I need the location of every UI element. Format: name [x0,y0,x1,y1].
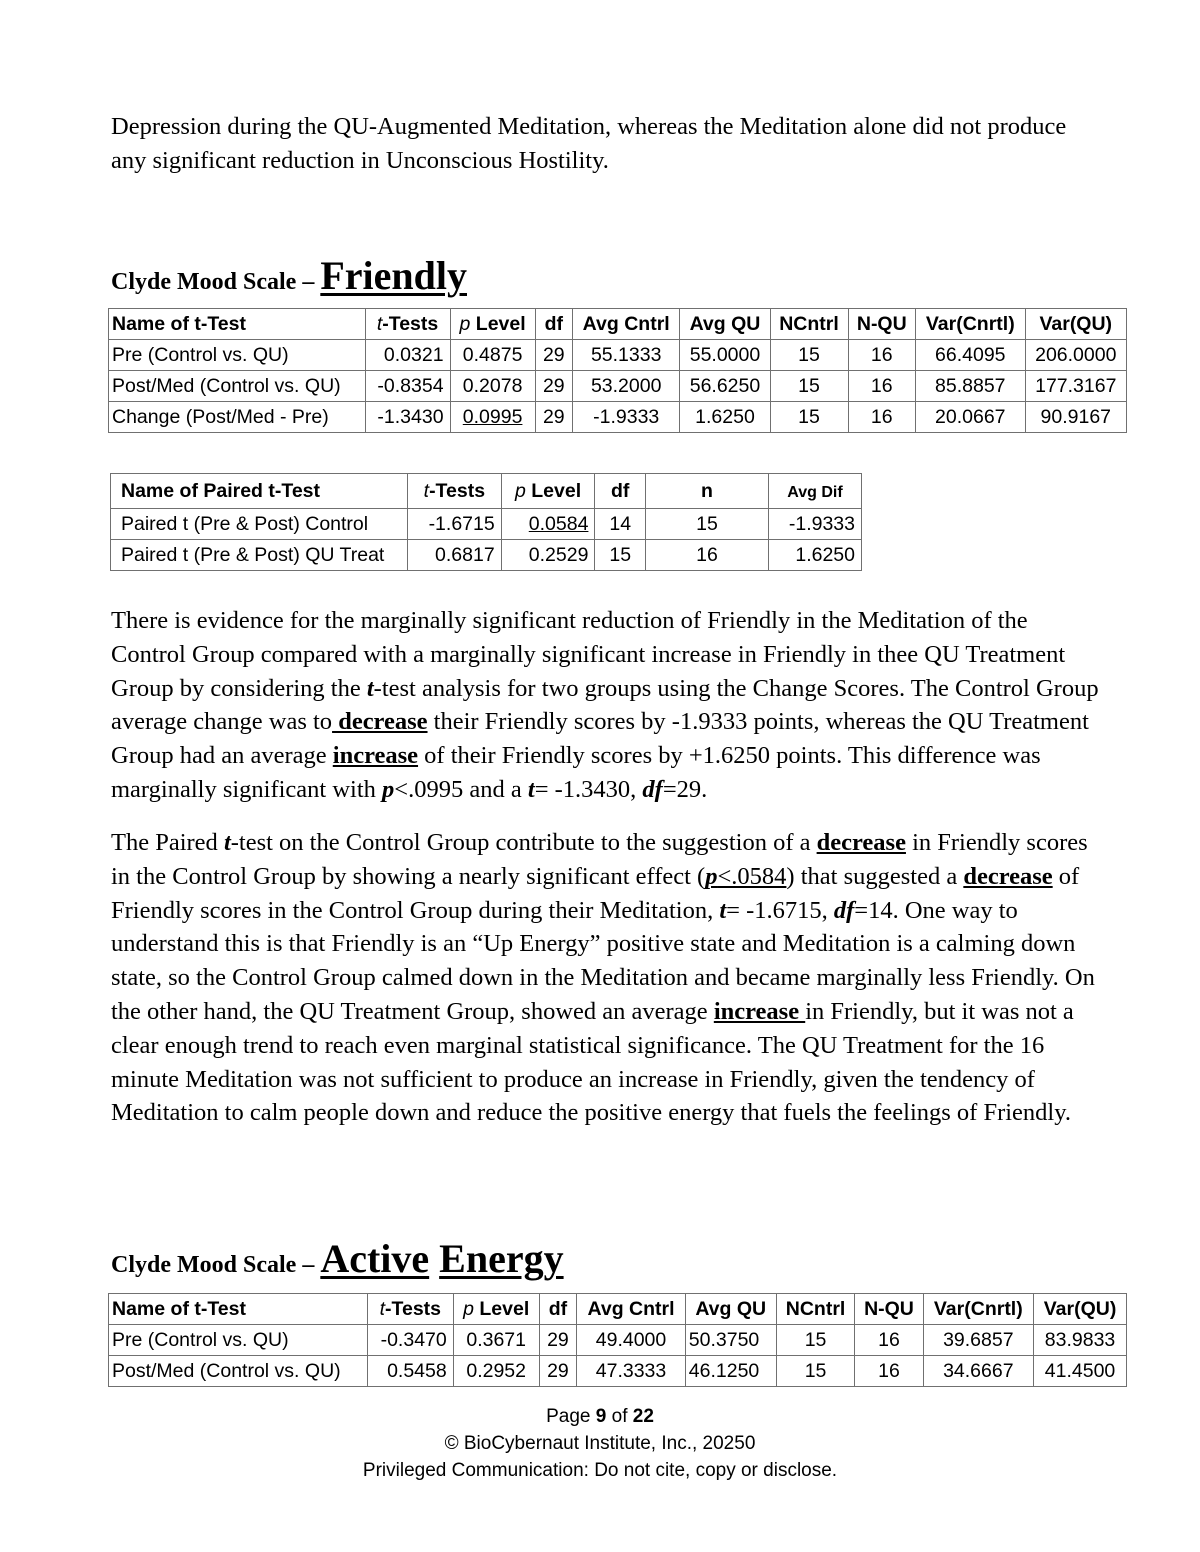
cell-ncntrl: 15 [770,402,848,433]
cell-name: Change (Post/Med - Pre) [109,402,366,433]
col-var-cntrl: Var(Cnrtl) [916,309,1025,340]
cell-var-cntrl: 34.6667 [923,1356,1034,1387]
cell-avg-cntrl: 55.1333 [572,340,680,371]
col-ncntrl: NCntrl [770,309,848,340]
cell-t: 0.6817 [408,540,502,571]
col-var-qu: Var(QU) [1025,309,1126,340]
cell-avg-cntrl: 47.3333 [577,1356,686,1387]
cell-var-cntrl: 39.6857 [923,1325,1034,1356]
col-avg-cntrl: Avg Cntrl [577,1294,686,1325]
cell-var-qu: 206.0000 [1025,340,1126,371]
col-var-cntrl: Var(Cnrtl) [923,1294,1034,1325]
emphasis-decrease: decrease [963,862,1053,890]
col-avg-cntrl: Avg Cntrl [572,309,680,340]
table-row [109,371,1127,402]
friendly-analysis-paragraph-1: There is evidence for the marginally significant reduction of Friendly in the Meditation of the Control Group compared with a marginally significant increase in Friendly in thee QU Treatment Group by considering the t-test analysis for two groups using the Change Scores. The Control Group average change was to decrease their Friendly scores by -1.9333 points, whereas the QU Treatment Group had an average increase of their Friendly scores by +1.6250 points. This difference was marginally significant with p<.0995 and a t= -1.3430, df=29. [111,607,1099,803]
cell-df: 29 [535,402,572,433]
table-row [109,402,1127,433]
col-var-qu: Var(QU) [1034,1294,1127,1325]
col-t-tests: t-Tests [367,1294,453,1325]
cell-ncntrl: 15 [776,1356,855,1387]
cell-df: 14 [595,509,646,540]
col-name-of-paired-t-test: Name of Paired t-Test [111,474,408,509]
cell-var-qu: 90.9167 [1025,402,1126,433]
cell-df: 29 [539,1325,577,1356]
cell-ncntrl: 15 [770,340,848,371]
t-symbol: t [366,674,374,702]
cell-t: -0.8354 [365,371,450,402]
col-avg-qu: Avg QU [680,309,770,340]
heading-word-energy: Energy [439,1236,564,1281]
cell-p-highlighted: 0.0584 [501,509,595,540]
heading-prefix: Clyde Mood Scale – [111,269,321,295]
cell-avg-cntrl: 53.2000 [572,371,680,402]
privileged-notice: Privileged Communication: Do not cite, copy or disclose. [362,1460,838,1481]
cell-var-qu: 83.9833 [1034,1325,1127,1356]
cell-p: 0.2529 [501,540,595,571]
cell-n-qu: 16 [848,402,916,433]
cell-df: 29 [539,1356,577,1387]
active-energy-t-test-table [108,1293,1127,1387]
friendly-section-heading [111,252,467,299]
col-p-level: p Level [450,309,535,340]
cell-df: 15 [595,540,646,571]
cell-avg-qu: 56.6250 [680,371,770,402]
table-header-row [109,309,1127,340]
col-name-of-t-test: Name of t-Test [109,1294,368,1325]
heading-word-active: Active [320,1236,430,1281]
cell-t: 0.5458 [367,1356,453,1387]
cell-avg-qu: 1.6250 [680,402,770,433]
cell-avg-dif: -1.9333 [769,509,862,540]
col-p-level: p Level [453,1294,539,1325]
cell-var-cntrl: 66.4095 [916,340,1025,371]
emphasis-increase: increase [713,997,806,1025]
cell-n: 15 [646,509,769,540]
emphasis-increase: increase [332,742,419,770]
col-name-of-t-test: Name of t-Test [109,309,366,340]
cell-df: 29 [535,340,572,371]
cell-t: 0.0321 [365,340,450,371]
df-symbol: df [833,896,855,924]
copyright-notice: © BioCybernaut Institute, Inc., 20250 [444,1433,756,1454]
page-number: Page 9 of 22 [546,1406,654,1427]
col-p-level: p Level [501,474,595,509]
cell-name: Post/Med (Control vs. QU) [109,1356,368,1387]
cell-t: -0.3470 [367,1325,453,1356]
col-avg-dif: Avg Dif [769,474,862,509]
cell-avg-qu: 55.0000 [680,340,770,371]
friendly-paired-t-test-table [110,473,862,571]
heading-title: Friendly [320,253,467,298]
cell-ncntrl: 15 [776,1325,855,1356]
cell-name: Paired t (Pre & Post) Control [111,509,408,540]
col-df: df [595,474,646,509]
table-header-row [109,1294,1127,1325]
cell-t: -1.3430 [365,402,450,433]
active-energy-section-heading [111,1235,564,1282]
cell-p: 0.2952 [453,1356,539,1387]
col-ncntrl: NCntrl [776,1294,855,1325]
p-value: <.0584 [717,862,787,890]
p-symbol: p [382,775,395,803]
cell-n: 16 [646,540,769,571]
cell-t: -1.6715 [408,509,502,540]
cell-p: 0.4875 [450,340,535,371]
col-n: n [646,474,769,509]
cell-n-qu: 16 [855,1325,923,1356]
intro-paragraph: Depression during the QU-Augmented Meditation, whereas the Meditation alone did not produce any significant reduction in Unconscious Hostility. [111,113,1067,174]
t-symbol: t [719,896,727,924]
t-symbol: t [223,829,231,856]
col-avg-qu: Avg QU [685,1294,776,1325]
friendly-analysis-paragraph-2: The Paired t-test on the Control Group contribute to the suggestion of a decrease in Friendly scores in the Control Group by showing a nearly significant effect (p<.0584) that suggested a decrease of Friendly scores in the Control Group during their Meditation, t= -1.6715, df=14. One way to understand this is that Friendly is an “Up Energy” positive state and Meditation is a calming down state, so the Control Group calmed down in the Meditation and became marginally less Friendly. On the other hand, the QU Treatment Group, showed an average increase in Friendly, but it was not a clear enough trend to reach even marginal statistical significance. The QU Treatment for the 16 minute Meditation was not sufficient to produce an increase in Friendly, given the tendency of Meditation to calm people down and reduce the positive energy that fuels the feelings of Friendly. [111,829,1095,1127]
cell-avg-qu: 46.1250 [685,1356,776,1387]
cell-var-qu: 177.3167 [1025,371,1126,402]
cell-n-qu: 16 [848,371,916,402]
cell-avg-cntrl: -1.9333 [572,402,680,433]
page-footer [0,1403,1200,1484]
col-n-qu: N-QU [848,309,916,340]
table-row [109,1325,1127,1356]
col-n-qu: N-QU [855,1294,923,1325]
cell-df: 29 [535,371,572,402]
cell-var-cntrl: 20.0667 [916,402,1025,433]
friendly-t-test-table [108,308,1127,433]
cell-p: 0.3671 [453,1325,539,1356]
cell-name: Post/Med (Control vs. QU) [109,371,366,402]
t-symbol: t [527,775,535,803]
cell-n-qu: 16 [848,340,916,371]
cell-name: Pre (Control vs. QU) [109,1325,368,1356]
emphasis-decrease: decrease [332,708,428,736]
col-df: df [535,309,572,340]
cell-p: 0.2078 [450,371,535,402]
p-symbol: p [705,862,718,890]
cell-avg-qu: 50.3750 [685,1325,776,1356]
cell-var-qu: 41.4500 [1034,1356,1127,1387]
cell-name: Paired t (Pre & Post) QU Treat [111,540,408,571]
heading-prefix: Clyde Mood Scale – [111,1252,321,1278]
df-symbol: df [642,775,663,803]
table-header-row [111,474,862,509]
cell-name: Pre (Control vs. QU) [109,340,366,371]
table-row [111,540,862,571]
cell-var-cntrl: 85.8857 [916,371,1025,402]
cell-avg-cntrl: 49.4000 [577,1325,686,1356]
cell-p-highlighted: 0.0995 [450,402,535,433]
cell-ncntrl: 15 [770,371,848,402]
col-df: df [539,1294,577,1325]
col-t-tests: t-Tests [408,474,502,509]
emphasis-decrease: decrease [816,829,906,856]
col-t-tests: t-Tests [365,309,450,340]
table-row [111,509,862,540]
table-row [109,340,1127,371]
cell-avg-dif: 1.6250 [769,540,862,571]
cell-n-qu: 16 [855,1356,923,1387]
table-row [109,1356,1127,1387]
